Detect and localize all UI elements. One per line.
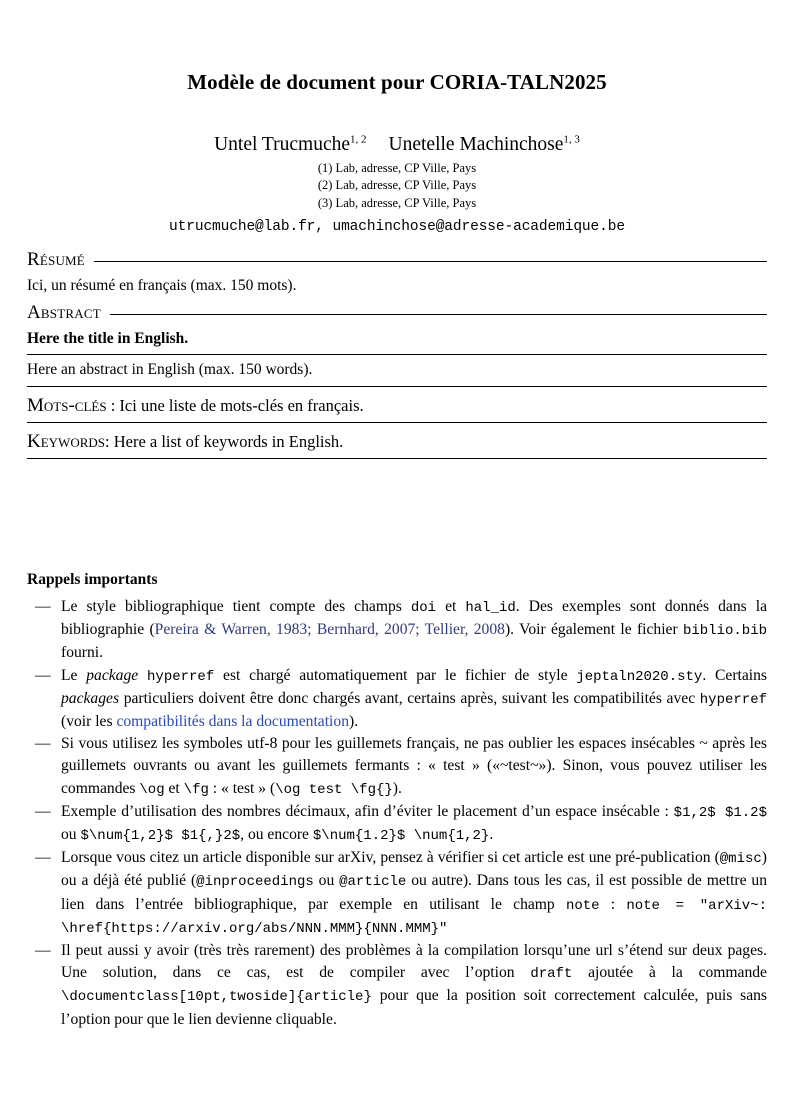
list-item (27, 940, 767, 1031)
text-span: ou autre). Dans tous les cas, il est possible de mettre un lien dans l’entrée bibliographique, par exemple en utilisant le champ (61, 872, 767, 913)
text-span: . Certains (702, 666, 767, 684)
code-span: @article (339, 874, 407, 891)
keywords-divider-mid (27, 422, 767, 423)
code-span: \og test \fg{} (275, 781, 393, 798)
author-1-affil-marks: 1, 2 (350, 133, 367, 145)
text-span: Il peut aussi y avoir (très très rarement) des problèmes à la compilation lorsqu’une url s’étend sur deux pages. Une solution, dans ce cas, est de compiler avec l’option (61, 942, 767, 982)
code-span: hyperref (147, 668, 215, 685)
emphasis-span: packages (61, 689, 120, 707)
keywords-divider-top (27, 386, 767, 387)
page-title: Modèle de document pour CORIA-TALN2025 (187, 70, 607, 94)
author-2-affil-marks: 1, 3 (563, 133, 580, 145)
abstract-text: Here an abstract in English (max. 150 words). (27, 361, 313, 378)
affiliation-2: (2) Lab, adresse, CP Ville, Pays (317, 178, 477, 192)
resume-heading-row (27, 249, 767, 271)
abstract-divider (27, 354, 767, 355)
list-item (27, 847, 767, 940)
keywords-fr-row (27, 395, 767, 416)
text-span: ). (392, 779, 402, 797)
abstract-heading-row (27, 302, 767, 324)
citation-link[interactable]: Pereira & Warren, 1983; Bernhard, 2007; Tellier, 2008 (154, 621, 505, 639)
em-dash-bullet-icon: — (35, 598, 51, 615)
code-span: hyperref (699, 691, 767, 708)
text-span: ) ou a déjà été publié ( (61, 849, 767, 890)
code-span: hal_id (465, 600, 516, 616)
text-span: : « test » ( (208, 779, 276, 797)
affiliation-1: (1) Lab, adresse, CP Ville, Pays (317, 160, 477, 175)
text-span: Le (61, 666, 87, 684)
emphasis-span: package (86, 666, 139, 684)
text-span: particuliers doivent être donc chargés avant, certains après, suivant les compatibilités avec (119, 689, 700, 707)
text-span: . (489, 826, 494, 844)
text-span: ). (349, 713, 359, 731)
text-span: , ou encore (240, 826, 313, 844)
list-item (27, 596, 767, 665)
text-span: . Des exemples sont donnés dans la bibliographie ( (61, 598, 767, 639)
code-span: $1,2$ $1.2$ (673, 804, 767, 821)
list-item (27, 665, 767, 734)
em-dash-bullet-icon: — (35, 735, 51, 753)
abstract-rule (110, 314, 767, 315)
author-2 (389, 134, 580, 155)
code-span: @inproceedings (196, 874, 314, 891)
code-span: note = "arXiv~: \href{https://arxiv.org/abs/NNN.MMM}{NNN.MMM}" (61, 897, 767, 937)
author-list (27, 133, 767, 156)
keywords-divider-bottom (27, 458, 767, 459)
reminders-list (27, 596, 767, 1031)
code-span: $\num{1,2}$ $1{,}2$ (80, 828, 241, 845)
section-heading-reminders: Rappels importants (27, 571, 158, 588)
author-1-name: Untel Trucmuche (214, 133, 351, 155)
resume-heading: Résumé (27, 249, 85, 270)
code-span: @misc (719, 851, 762, 868)
keywords-en-text: : Here a list of keywords in English. (105, 432, 344, 451)
list-item (27, 801, 767, 847)
resume-text: Ici, un résumé en français (max. 150 mots). (27, 277, 297, 294)
text-span: est chargé automatiquement par le fichier de style (214, 666, 577, 684)
keywords-fr-label: Mots-clés (27, 395, 107, 416)
em-dash-bullet-icon: — (35, 666, 51, 684)
text-span: ajoutée à la commande (572, 964, 767, 982)
text-span (138, 667, 147, 684)
text-span: et (164, 779, 184, 797)
keywords-en-row (27, 431, 767, 452)
hyperlink[interactable]: compatibilités dans la documentation (116, 713, 349, 731)
text-span: (voir les (61, 713, 117, 731)
list-item (27, 733, 767, 801)
author-emails[interactable]: utrucmuche@lab.fr, umachinchose@adresse-academique.be (169, 219, 625, 235)
abstract-title-en: Here the title in English. (27, 330, 189, 347)
affiliation-3: (3) Lab, adresse, CP Ville, Pays (317, 195, 477, 210)
em-dash-bullet-icon: — (35, 802, 51, 820)
text-span: pour que la position soit correctement calculée, puis sans l’option pour que le lien devienne cliquable. (61, 987, 767, 1028)
text-span: Exemple d’utilisation des nombres décimaux, afin d’éviter le placement d’un espace insécable : (61, 802, 674, 820)
text-span: Lorsque vous citez un article disponible sur arXiv, pensez à vérifier si cet article est une pré-publication ( (61, 849, 720, 867)
keywords-fr-text: : Ici une liste de mots-clés en français. (106, 396, 364, 415)
code-span: note (565, 897, 600, 914)
code-span: \og (139, 781, 165, 798)
abstract-heading: Abstract (27, 302, 101, 323)
text-span: ). Voir également le fichier (504, 621, 683, 639)
code-span: jeptaln2020.sty (576, 668, 703, 685)
document-content (27, 70, 767, 1031)
code-span: \fg (183, 781, 209, 798)
text-span: et (436, 598, 466, 615)
text-span: Si vous utilisez les symboles utf-8 pour les guillemets français, ne pas oublier les espaces insécables ~ après les guillemets ouvrants ou avant les guillemets fermants : « test » («~test~»). Sinon, vous pouvez utiliser les commandes (61, 735, 767, 797)
text-span: Le style bibliographique tient compte des champs (61, 598, 411, 615)
author-1 (214, 134, 366, 155)
code-span: \documentclass[10pt,twoside]{article} (61, 989, 372, 1006)
resume-rule (94, 261, 767, 262)
em-dash-bullet-icon: — (35, 849, 51, 867)
author-2-name: Unetelle Machinchose (388, 133, 564, 155)
text-span: ou (61, 826, 81, 844)
em-dash-bullet-icon: — (35, 942, 51, 960)
code-span: doi (410, 600, 437, 616)
code-span: biblio.bib (682, 623, 767, 640)
keywords-en-label: Keywords (27, 431, 105, 452)
text-span: fourni. (61, 644, 104, 662)
text-span: : (599, 895, 627, 913)
text-span: ou (313, 872, 340, 890)
code-span: $\num{1.2}$ \num{1,2} (312, 828, 490, 845)
code-span: draft (530, 966, 573, 983)
